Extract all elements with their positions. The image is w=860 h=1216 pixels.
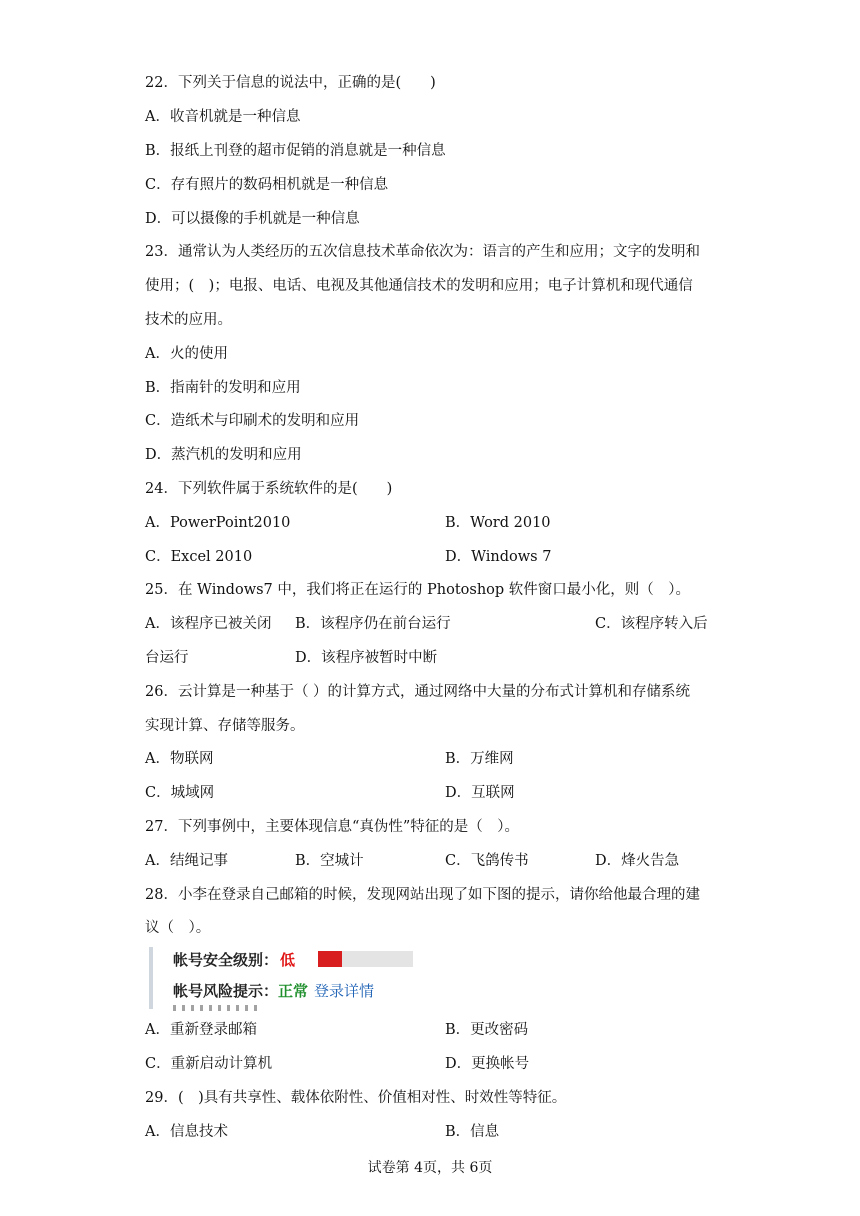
risk-row [173,980,374,1001]
account-security-figure [145,945,415,1013]
q26-option-b: B．万维网 [445,751,514,767]
q28-stem-line2: 议（ ）。 [145,920,211,936]
page-footer: 试卷第 4页，共 6页 [367,1160,493,1176]
q25-option-d: D．该程序被暂时中断 [295,650,438,666]
q25-stem: 25．在 Windows7 中，我们将正在运行的 Photoshop 软件窗口最小化，则（ ）。 [145,582,691,598]
q23-option-a: A．火的使用 [145,346,228,362]
q26-stem-line2: 实现计算、存储等服务。 [145,718,305,734]
q24-option-a: A．PowerPoint2010 [145,515,291,531]
q27-option-c: C．飞鸽传书 [445,853,529,869]
q26-option-d: D．互联网 [445,785,515,801]
q22-stem: 22．下列关于信息的说法中，正确的是( ) [145,75,436,91]
q23-stem-line3: 技术的应用。 [145,312,232,328]
login-details-link[interactable]: 登录详情 [314,982,375,1000]
q28-option-c: C．重新启动计算机 [145,1056,273,1072]
q28-option-d: D．更换帐号 [445,1056,530,1072]
q27-stem: 27．下列事例中，主要体现信息“真伪性”特征的是（ ）。 [145,819,520,835]
q22-option-b: B．报纸上刊登的超市促销的消息就是一种信息 [145,143,446,159]
q23-stem-line2: 使用；( )；电报、电话、电视及其他通信技术的发明和应用；电子计算机和现代通信 [145,278,693,294]
q23-option-b: B．指南针的发明和应用 [145,380,301,396]
q24-option-b: B．Word 2010 [445,515,551,531]
q25-option-c-part1: C．该程序转入后 [595,616,708,632]
q22-option-c: C．存有照片的数码相机就是一种信息 [145,177,389,193]
q25-option-c-part2: 台运行 [145,650,189,666]
q27-option-b: B．空城计 [295,853,364,869]
q25-option-a: A．该程序已被关闭 [145,616,272,632]
q28-stem-line1: 28．小李在登录自己邮箱的时候，发现网站出现了如下图的提示，请你给他最合理的建 [145,887,700,903]
q22-option-d: D．可以摄像的手机就是一种信息 [145,211,360,227]
security-level-meter [318,951,413,967]
figure-left-border [149,947,153,1009]
q29-option-a: A．信息技术 [145,1124,228,1140]
q27-option-d: D．烽火告急 [595,853,680,869]
q26-option-a: A．物联网 [145,751,214,767]
cropped-text-remnant [173,1005,263,1011]
q26-stem-line1: 26．云计算是一种基于（ ）的计算方式，通过网络中大量的分布式计算机和存储系统 [145,684,691,700]
q25-option-b: B．该程序仍在前台运行 [295,616,451,632]
q29-stem: 29．( )具有共享性、载体依附性、价值相对性、时效性等特征。 [145,1090,567,1106]
risk-label: 帐号风险提示： [173,982,279,1000]
q29-option-b: B．信息 [445,1124,500,1140]
security-level-row [173,949,295,970]
q27-option-a: A．结绳记事 [145,853,228,869]
q24-stem: 24．下列软件属于系统软件的是( ) [145,481,393,497]
q28-option-b: B．更改密码 [445,1022,529,1038]
security-level-value: 低 [280,951,296,969]
security-level-meter-fill [318,951,342,967]
q26-option-c: C．城域网 [145,785,215,801]
q23-option-d: D．蒸汽机的发明和应用 [145,447,302,463]
security-level-label: 帐号安全级别： [173,951,279,969]
q24-option-c: C．Excel 2010 [145,549,253,565]
q28-option-a: A．重新登录邮箱 [145,1022,257,1038]
risk-value: 正常 [278,982,309,1000]
q23-option-c: C．造纸术与印刷术的发明和应用 [145,413,360,429]
q24-option-d: D．Windows 7 [445,549,552,565]
q22-option-a: A．收音机就是一种信息 [145,109,301,125]
q23-stem-line1: 23．通常认为人类经历的五次信息技术革命依次为：语言的产生和应用；文字的发明和 [145,244,700,260]
